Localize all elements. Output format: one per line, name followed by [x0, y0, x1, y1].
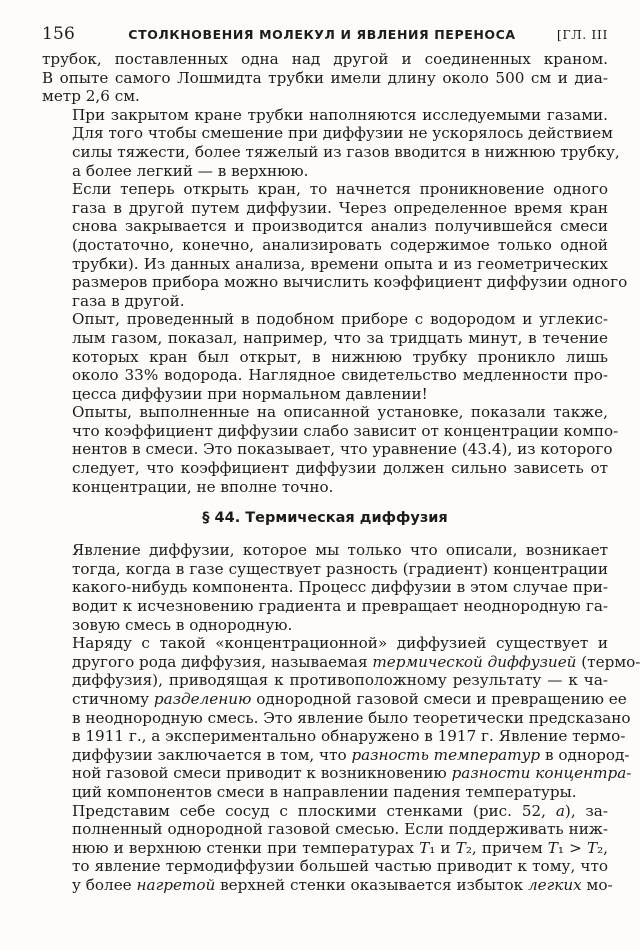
text-line: Опыты, выполненные на описанной установке, показали также,	[72, 403, 608, 422]
text-line: снова закрывается и производится анализ получившейся смеси	[72, 217, 608, 236]
text-line: нюю и верхнюю стенки при температурах T₁ и T₂, причем T₁ > T₂,	[72, 838, 608, 857]
running-head	[42, 24, 608, 50]
text-line: Представим себе сосуд с плоскими стенками (рис. 52, а), за-	[72, 801, 608, 820]
body-paragraph	[42, 50, 608, 106]
text-line: Для того чтобы смешение при диффузии не ускорялось действием	[72, 124, 613, 143]
text-line: газа в другой.	[72, 291, 185, 310]
text-line: что коэффициент диффузии слабо зависит от концентрации компо-	[72, 421, 619, 440]
section-paragraph	[42, 541, 608, 634]
text-line: нентов в смеси. Это показывает, что уравнение (43.4), из которого	[72, 440, 613, 459]
text-line: в неоднородную смесь. Это явление было теоретически предсказано	[72, 708, 631, 727]
text-line: диффузия), приводящая к противоположному результату — к ча-	[72, 671, 608, 690]
text-line: размеров прибора можно вычислить коэффициент диффузии одного	[72, 273, 628, 292]
text-line: какого-нибудь компонента. Процесс диффузии в этом случае при-	[72, 578, 608, 597]
text-line: ций компонентов смеси в направлении падения температуры.	[72, 782, 577, 801]
text-line: (достаточно, конечно, анализировать содержимое только одной	[72, 235, 608, 254]
body-paragraph	[42, 180, 628, 310]
text-line: тогда, когда в газе существует разность (градиент) концентрации	[72, 559, 608, 578]
text-line: в 1911 г., а экспериментально обнаружено в 1917 г. Явление термо-	[72, 727, 626, 746]
text-line: Опыт, проведенный в подобном приборе с водородом и углекис-	[72, 310, 608, 329]
section-paragraph	[42, 801, 613, 895]
body-paragraph	[42, 403, 619, 496]
text-line: лым газом, показал, например, что за тридцать минут, в течение	[72, 328, 608, 347]
text-line: стичному разделению однородной газовой смеси и превращению ее	[72, 690, 627, 708]
text-line: ной газовой смеси приводит к возникновению разности концентра-	[72, 764, 632, 783]
running-title: СТОЛКНОВЕНИЯ МОЛЕКУЛ И ЯВЛЕНИЯ ПЕРЕНОСА	[128, 27, 516, 42]
text-line: Наряду с такой «концентрационной» диффузией существует и	[72, 634, 608, 653]
text-line: Явление диффузии, которое мы только что описали, возникает	[72, 541, 608, 560]
text-line: трубки). Из данных анализа, времени опыта и из геометрических	[72, 254, 608, 273]
text-line: В опыте самого Лошмидта трубки имели длину около 500 см и диа-	[42, 68, 608, 87]
text-line: цесса диффузии при нормальном давлении!	[72, 384, 428, 403]
chapter-reference: [ГЛ. III	[556, 27, 608, 42]
text-line: зовую смесь в однородную.	[72, 615, 293, 634]
text-line: другого рода диффузия, называемая термической диффузией (термо-	[72, 652, 640, 671]
text-line: которых кран был открыт, в нижнюю трубку проникло лишь	[72, 347, 608, 366]
text-line: трубок, поставленных одна над другой и соединенных краном.	[42, 50, 608, 68]
text-line: метр 2,6 см.	[42, 87, 140, 106]
text-line: газа в другой путем диффузии. Через определенное время кран	[72, 198, 608, 217]
pre-section-text	[42, 50, 628, 496]
text-line: водит к исчезновению градиента и превращает неоднородную га-	[72, 597, 608, 616]
text-line: а более легкий — в верхнюю.	[72, 161, 309, 180]
text-line: полненный однородной газовой смесью. Если поддерживать ниж-	[72, 820, 608, 839]
section-paragraph	[42, 634, 640, 801]
text-line: то явление термодиффузии большей частью приводит к тому, что	[72, 857, 608, 876]
text-line: концентрации, не вполне точно.	[72, 477, 334, 496]
page-number: 156	[42, 24, 76, 44]
text-line: силы тяжести, более тяжелый из газов вводится в нижнюю трубку,	[72, 142, 620, 161]
section-text	[42, 541, 640, 894]
body-paragraph	[42, 105, 620, 180]
text-line: следует, что коэффициент диффузии должен сильно зависеть от	[72, 459, 608, 478]
text-line: При закрытом кране трубки наполняются исследуемыми газами.	[72, 105, 608, 124]
text-line: у более нагретой верхней стенки оказывается избыток легких мо-	[72, 875, 613, 894]
text-line: диффузии заключается в том, что разность температур в однород-	[72, 745, 630, 764]
body-paragraph	[42, 310, 608, 403]
text-line: Если теперь открыть кран, то начнется проникновение одного	[72, 180, 608, 199]
section-heading: § 44. Термическая диффузия	[202, 510, 448, 527]
text-line: около 33% водорода. Наглядное свидетельство медленности про-	[72, 366, 608, 385]
